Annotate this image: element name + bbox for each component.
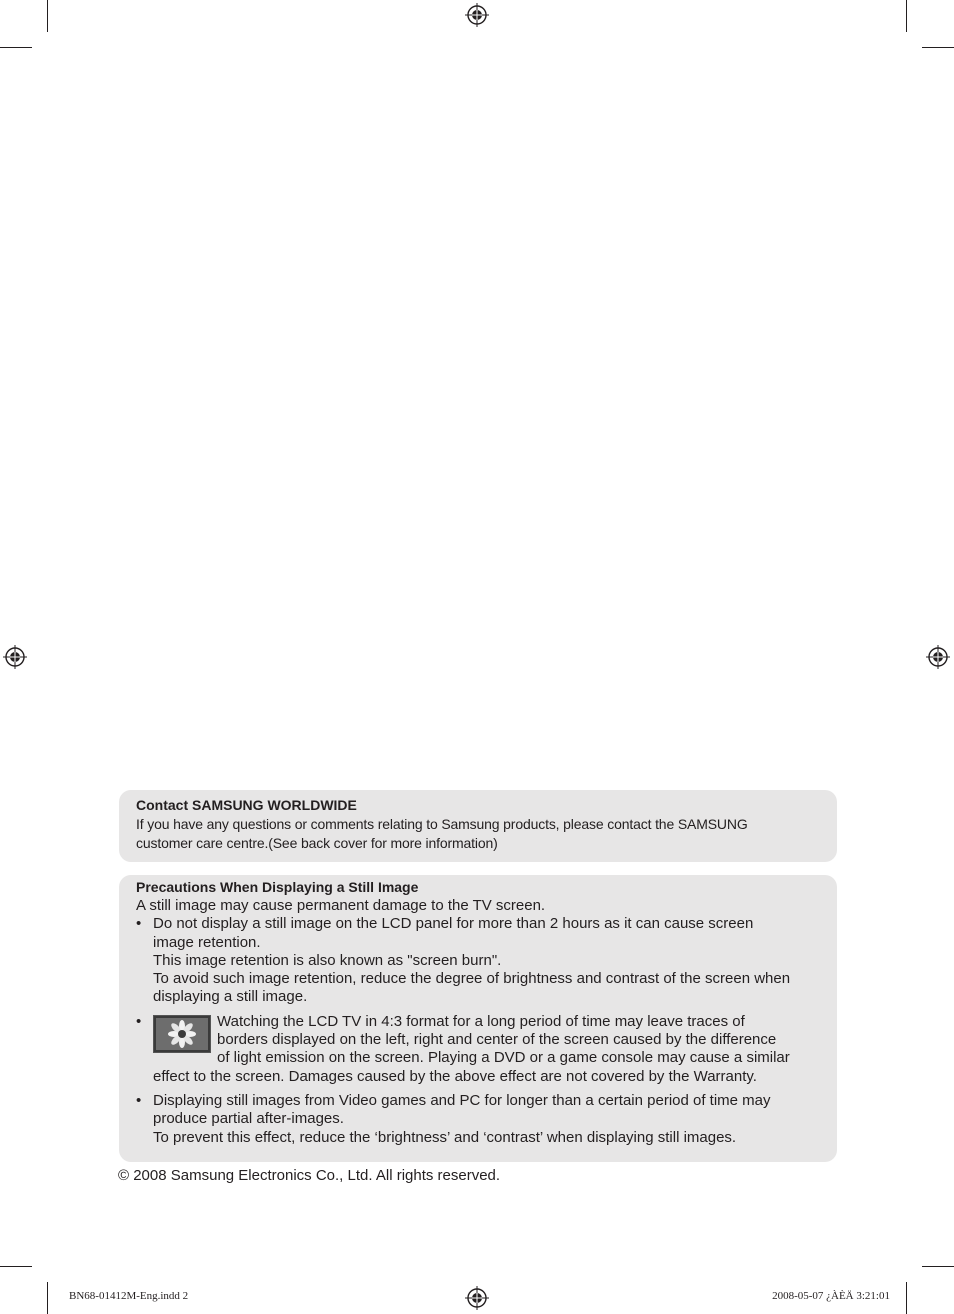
- bullet-symbol: •: [136, 915, 142, 933]
- bullet-line: displaying a still image.: [153, 988, 308, 1006]
- crop-mark-bottom-right-v: [906, 1282, 907, 1314]
- tv-flower-thumbnail-icon: [153, 1015, 211, 1053]
- crop-mark-bottom-right-h: [922, 1266, 954, 1267]
- bullet-line: produce partial after-images.: [153, 1110, 344, 1128]
- slug-file-info: BN68-01412M-Eng.indd 2: [69, 1290, 189, 1302]
- bullet-line: image retention.: [153, 933, 261, 951]
- bullet-line: Displaying still images from Video games and PC for longer than a certain period of time may: [153, 1091, 771, 1109]
- bullet-line: To avoid such image retention, reduce the degree of brightness and contrast of the screen when: [153, 970, 791, 988]
- bullet-line: effect to the screen. Damages caused by the above effect are not covered by the Warranty.: [153, 1067, 757, 1085]
- precaution-bullet-2: [136, 1013, 821, 1086]
- bullet-symbol: •: [136, 1091, 142, 1109]
- bullet-line: of light emission on the screen. Playing a DVD or a game console may cause a similar: [217, 1049, 790, 1067]
- bullet-line: This image retention is also known as "screen burn".: [153, 951, 502, 969]
- contact-text-line: customer care centre.(See back cover for more information): [136, 835, 498, 851]
- crop-mark-top-left-h: [0, 47, 32, 48]
- crop-mark-bottom-left-h: [0, 1266, 32, 1267]
- precaution-bullet-3: [136, 1092, 821, 1147]
- contact-text-line: If you have any questions or comments relating to Samsung products, please contact the SAMSUNG: [136, 816, 748, 832]
- bullet-line: borders displayed on the left, right and center of the screen caused by the difference: [217, 1031, 777, 1049]
- crop-mark-top-right-v: [906, 0, 907, 32]
- precautions-title: Precautions When Displaying a Still Image: [136, 879, 419, 895]
- registration-mark-icon: [926, 645, 950, 669]
- precautions-intro: A still image may cause permanent damage to the TV screen.: [136, 897, 546, 914]
- crop-mark-bottom-left-v: [47, 1282, 48, 1314]
- contact-title: Contact SAMSUNG WORLDWIDE: [136, 797, 357, 813]
- bullet-symbol: •: [136, 1012, 142, 1030]
- registration-mark-icon: [465, 1286, 489, 1310]
- registration-mark-icon: [465, 3, 489, 27]
- registration-mark-icon: [3, 645, 27, 669]
- copyright-notice: © 2008 Samsung Electronics Co., Ltd. All rights reserved.: [118, 1167, 501, 1184]
- slug-timestamp: 2008-05-07 ¿ÀÈÄ 3:21:01: [772, 1290, 890, 1302]
- bullet-line: Do not display a still image on the LCD panel for more than 2 hours as it can cause screen: [153, 915, 754, 933]
- bullet-line: To prevent this effect, reduce the ‘brightness’ and ‘contrast’ when displaying still images.: [153, 1128, 737, 1146]
- bullet-line: Watching the LCD TV in 4:3 format for a long period of time may leave traces of: [217, 1012, 745, 1030]
- precautions-box: [119, 875, 837, 1162]
- contact-box: [119, 790, 837, 862]
- crop-mark-top-left-v: [47, 0, 48, 32]
- crop-mark-top-right-h: [922, 47, 954, 48]
- precaution-bullet-1: [136, 915, 821, 1006]
